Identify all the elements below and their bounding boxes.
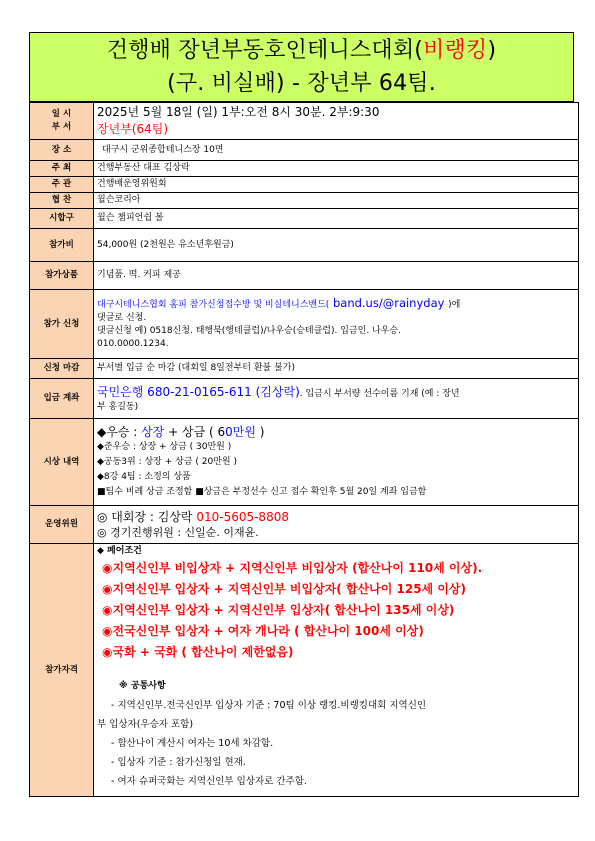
schedule-label-date: 일 시 [51, 109, 72, 119]
row-deadline [30, 359, 579, 379]
chair-phone: 010-5605-8808 [196, 509, 289, 524]
title-prefix: 건행배 장년부동호인테니스대회( [106, 38, 424, 63]
row-schedule [30, 103, 579, 140]
common-rule-1: - 지역신인부.전국신인부 입상자 기준 : 70팀 이상 랭킹.비랭킹대회 지역신인 [111, 700, 427, 711]
row-venue [30, 140, 579, 161]
prize-second: ◆준우승 : 상장 + 상금 ( 30만원 ) [97, 442, 232, 452]
prize-fourth: ◆8강 4팀 : 소정의 상품 [97, 472, 191, 482]
title-line-2: (구. 비실배) - 장년부 64팀. [167, 71, 436, 96]
rule-5: ◉국화 + 국화 ( 합산나이 제한없음) [102, 645, 294, 659]
fee-label: 참가비 [30, 229, 94, 262]
organizer-label: 주 관 [30, 177, 94, 193]
account-note-2: 부 홍길동) [97, 401, 139, 412]
schedule-datetime: 2025년 5월 18일 (일) 1부:오전 8시 30분. 2부:9:30 [97, 105, 380, 119]
registration-suffix: )에 [448, 300, 461, 310]
registration-instructions: 대구시테니스협회 홈피 참가신청접수방 및 비실테니스밴드( [97, 300, 330, 310]
common-rule-2: - 합산나이 계산시 여자는 10세 차감함. [111, 738, 274, 749]
account-value [94, 379, 579, 419]
row-sponsor [30, 193, 579, 209]
row-fee [30, 229, 579, 262]
pair-conditions [97, 545, 575, 558]
venue-label: 장 소 [30, 140, 94, 161]
bank-account: 국민은행 680-21-0165-611 (김상락) [97, 384, 300, 399]
spacer [97, 663, 575, 677]
common-rule-4: - 여자 슈퍼국화는 지역신인부 입상자로 간주함. [111, 776, 307, 787]
prize-first [97, 424, 575, 440]
schedule-label [30, 103, 94, 140]
prize-first-amount: 0만원 [225, 425, 256, 439]
committee-chair [97, 509, 575, 525]
title-suffix: ) [487, 38, 497, 63]
committee-judge: ◎ 경기진행위원 : 신일순. 이재윤. [97, 525, 259, 539]
account-note: . 입금시 부서량 선수이름 기재 (예 : 장년 [299, 388, 460, 399]
committee-value [94, 506, 579, 544]
account-label: 입금 계좌 [30, 379, 94, 419]
row-prizes [30, 419, 579, 506]
registration-value [94, 290, 579, 359]
deadline-label: 신청 마감 [30, 359, 94, 379]
rule-2: ◉지역신인부 입상자 + 지역신인부 비입상자( 합산나이 125세 이상) [102, 582, 466, 596]
row-ball [30, 209, 579, 229]
venue-cell [94, 140, 579, 161]
title-line-1 [30, 34, 573, 67]
row-gifts [30, 262, 579, 290]
ball-label: 시합구 [30, 209, 94, 229]
common-header: ※ 공통사항 [119, 681, 166, 691]
row-registration [30, 290, 579, 359]
schedule-label-division: 부 서 [51, 122, 72, 132]
prizes-label: 시상 내역 [30, 419, 94, 506]
account-line-1 [97, 384, 575, 401]
venue-value: 대구시 군위종합테니스장 10면 [102, 144, 224, 155]
row-organizer [30, 177, 579, 193]
prize-first-trophy: 상장 [141, 425, 165, 439]
registration-example-phone: 010.0000.1234. [97, 339, 169, 349]
info-table [29, 102, 579, 797]
prize-third: ◆공동3위 : 상장 + 상금 ( 20만원 ) [97, 457, 237, 467]
committee-label: 운영위원 [30, 506, 94, 544]
schedule-value [94, 103, 579, 140]
tournament-notice [29, 32, 574, 797]
registration-label: 참가 신청 [30, 290, 94, 359]
row-eligibility [30, 544, 579, 797]
common-rule-3: - 입상자 기준 : 참가신청일 현재. [111, 757, 246, 768]
registration-line-1 [97, 297, 575, 312]
registration-line-2: 댓글로 신청. [97, 313, 147, 323]
band-link[interactable]: band.us/@rainyday [329, 296, 449, 310]
row-committee [30, 506, 579, 544]
row-account [30, 379, 579, 419]
host-value: 건행부동산 대표 김상락 [94, 161, 579, 177]
rule-4: ◉전국신인부 입상자 + 여자 개나라 ( 합산나이 100세 이상) [102, 624, 424, 638]
sponsor-label: 협 찬 [30, 193, 94, 209]
chair-name: ◎ 대회장 : 김상락 [97, 509, 197, 524]
gifts-label: 참가상품 [30, 262, 94, 290]
prizes-value [94, 419, 579, 506]
rule-3: ◉지역신인부 입상자 + 지역신인부 입상자( 합산나이 135세 이상) [102, 603, 455, 617]
gifts-value: 기념품. 떡. 커피 제공 [94, 262, 579, 290]
deadline-value: 부서별 입금 순 마감 (대회일 8일전부터 환불 불가) [94, 359, 579, 379]
host-label: 주 최 [30, 161, 94, 177]
organizer-value: 건행배운영위원회 [94, 177, 579, 193]
eligibility-value [94, 544, 579, 797]
registration-example: 댓글신청 예) 0518신청. 태행북(행테클럽)/나우승(승테클럽). 입금인. 나우승. [97, 326, 401, 336]
pair-conditions-header: ◆ 페어조건 [97, 546, 142, 556]
fee-value: 54,000원 (2천원은 유소년후원금) [94, 229, 579, 262]
title-unranked: 비랭킹 [423, 38, 488, 63]
sponsor-value: 윌슨코리아 [94, 193, 579, 209]
row-host [30, 161, 579, 177]
title-banner [29, 32, 574, 102]
prize-first-label: ◆우승 : [97, 425, 142, 439]
common-rule-1-cont: 부 입상자(우승자 포함) [97, 719, 194, 730]
prize-note: ■팀수 비례 상금 조정함 ■상금은 부정선수 신고 접수 확인후 5월 20일 계좌 입금함 [97, 487, 427, 497]
schedule-division: 장년부(64팀) [97, 122, 169, 136]
rule-1: ◉지역신인부 비입상자 + 지역신인부 비입상자 (합산나이 110세 이상). [102, 561, 483, 575]
prize-first-mid: + 상금 ( 6 [164, 425, 226, 439]
prize-first-suffix: ) [255, 425, 265, 439]
ball-value: 윌슨 챔피언쉽 볼 [94, 209, 579, 229]
eligibility-label: 참가자격 [30, 544, 94, 797]
